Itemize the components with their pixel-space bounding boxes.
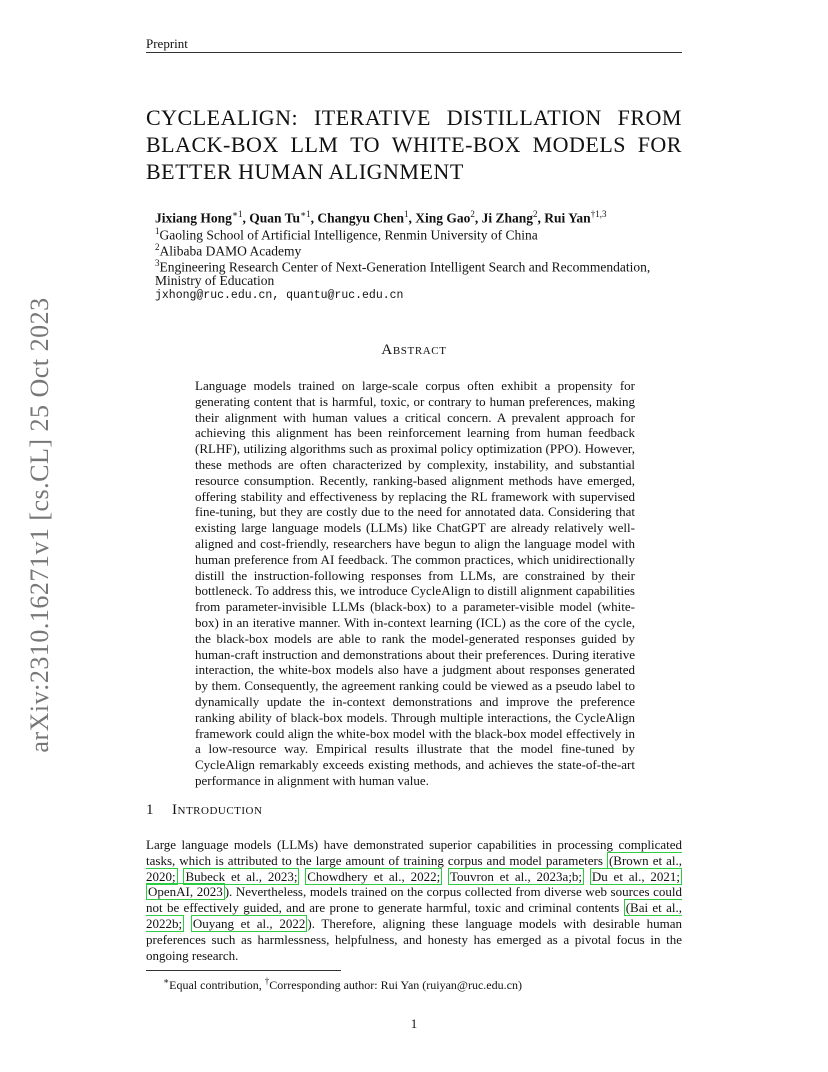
affiliation-mark: 1 bbox=[155, 226, 160, 236]
citation-link[interactable]: Chowdhery et al., 2022; bbox=[307, 868, 441, 884]
author-name: Jixiang Hong bbox=[155, 210, 232, 226]
title-word: LLM bbox=[290, 132, 339, 157]
intro-text: Large language models (LLMs) have demonstrated superior capabilities in processing complicated tasks, which is attributed to the large amount of training corpus and model parameters bbox=[146, 837, 682, 868]
author-emails[interactable]: jxhong@ruc.edu.cn, quantu@ruc.edu.cn bbox=[155, 289, 404, 302]
author-name: Rui Yan bbox=[544, 210, 591, 226]
affiliation-text: Alibaba DAMO Academy bbox=[159, 243, 302, 259]
footnote bbox=[163, 976, 522, 993]
section-number: 1 bbox=[146, 802, 154, 818]
author-name: Ji Zhang bbox=[481, 210, 534, 226]
title-word: FOR bbox=[637, 132, 682, 157]
title-word: WHITE-BOX bbox=[391, 132, 521, 157]
title-word: CYCLEALIGN: bbox=[146, 105, 299, 130]
author-mark: ∗1 bbox=[231, 209, 243, 219]
intro-text: ). Nevertheless, models trained on the corpus collected from diverse web sources could not be effectively guided, and are prone to generate harmful, toxic and criminal contents bbox=[146, 884, 682, 916]
author-mark: ∗1 bbox=[299, 209, 311, 219]
title-word: ITERATIVE bbox=[313, 105, 431, 130]
affiliation-mark: 2 bbox=[155, 242, 160, 252]
affiliation-1 bbox=[155, 226, 538, 244]
arxiv-stamp: arXiv:2310.16271v1 [cs.CL] 25 Oct 2023 bbox=[25, 297, 54, 753]
author-mark: 2 bbox=[533, 209, 538, 219]
paper-title bbox=[146, 104, 682, 185]
arxiv-stamp-container bbox=[20, 290, 60, 760]
author-mark: 2 bbox=[470, 209, 475, 219]
title-word: DISTILLATION bbox=[446, 105, 602, 130]
author-name: Changyu Chen bbox=[317, 210, 404, 226]
citation-link[interactable]: Ouyang et al., 2022 bbox=[192, 915, 306, 931]
title-word: FROM bbox=[617, 105, 682, 130]
author-list: Jixiang Hong$^{∗1}$, Quan $Tu^{∗1}$, Changyu Chen$^1$, Xing Gao$^2$, Ji Zhang$^2$, Rui Yan$^{\dagger 1,3}$ bbox=[155, 209, 607, 226]
title-word: BETTER HUMAN ALIGNMENT bbox=[146, 159, 464, 184]
title-word: MODELS bbox=[532, 132, 627, 157]
author-name: Xing Gao bbox=[415, 210, 471, 226]
citation-link[interactable]: Du et al., 2021; bbox=[591, 868, 681, 884]
citation-link[interactable]: (Bai et al., 2022b; bbox=[146, 900, 682, 931]
author-mark: 1 bbox=[403, 209, 409, 219]
footnote-mark: † bbox=[264, 976, 270, 986]
citation-link[interactable]: Touvron et al., 2023a;b; bbox=[450, 868, 583, 884]
intro-text: ). Therefore, aligning these language models with desirable human preferences such as harmlessness, helpfulness, and honesty has emerged as a pivotal focus in the ongoing research. bbox=[146, 915, 683, 963]
affiliation-3-cont bbox=[155, 273, 274, 289]
affiliation-text: Engineering Research Center of Next-Generation Intelligent Search and Recommendation, bbox=[159, 259, 651, 275]
citation-link[interactable]: OpenAI, 2023 bbox=[148, 884, 223, 900]
title-line-1 bbox=[146, 104, 682, 131]
title-line-2 bbox=[146, 131, 682, 158]
citation-link[interactable]: Bubeck et al., 2023; bbox=[185, 868, 298, 884]
title-word: TO bbox=[350, 132, 381, 157]
author-name: Quan Tu bbox=[249, 210, 300, 226]
title-line-3 bbox=[146, 158, 682, 185]
author-mark: †1,3 bbox=[590, 209, 607, 219]
affiliation-text: Ministry of Education bbox=[155, 273, 275, 288]
intro-paragraph bbox=[146, 837, 682, 963]
title-word: BLACK-BOX bbox=[146, 132, 279, 157]
affiliation-text: Gaoling School of Artificial Intelligence, Renmin University of China bbox=[159, 227, 538, 243]
footnote-rule bbox=[146, 970, 341, 971]
footnote-text: Equal contribution, bbox=[169, 978, 265, 992]
running-header: Preprint bbox=[146, 36, 188, 51]
section-title: Introduction bbox=[172, 802, 263, 818]
header-rule bbox=[146, 52, 682, 53]
abstract-text: Language models trained on large-scale corpus often exhibit a propensity for generating content that is harmful, toxic, or contrary to human preferences, making their alignment with human values a critical concern. A prevalent approach for achieving this alignment has been reinforcement learning from human feedback (RLHF), utilizing algorithms such as proximal policy optimization (PPO). However, these methods are often characterized by complexity, instability, and substantial resource consumption. Recently, ranking-based alignment methods have emerged, offering stability and effectiveness by replacing the RL framework with supervised fine-tuning, but they are costly due to the need for annotated data. Considering that existing large language models (LLMs) like ChatGPT are already relatively well-aligned and cost-friendly, researchers have begun to align the language model with human preference from AI feedback. The common practices, which unidirectionally distill the instruction-following responses from LLMs, are constrained by their bottleneck. To address this, we introduce CycleAlign to distill alignment capabilities from parameter-invisible LLMs (black-box) to a parameter-visible model (white-box) in an iterative manner. With in-context learning (ICL) as the core of the cycle, the black-box models are able to rank the model-generated responses guided by human-craft instruction and demonstrations about their preferences. During iterative interaction, the white-box models also have a judgment about responses generated by them. Consequently, the agreement ranking could be viewed as a pseudo label to dynamically update the in-context demonstrations and improve the preference ranking ability of black-box models. Through multiple interactions, the CycleAlign framework could align the white-box model with the black-box model effectively in a low-resource way. Empirical results illustrate that the model fine-tuned by CycleAlign remarkably exceeds existing methods, and achieves the state-of-the-art performance in alignment with human value. bbox=[195, 378, 635, 788]
footnote-text: Corresponding author: Rui Yan (ruiyan@ruc.edu.cn) bbox=[269, 978, 522, 992]
page-number: 1 bbox=[410, 1016, 418, 1031]
citation-link[interactable]: (Brown et al., 2020; bbox=[146, 852, 683, 884]
affiliation-mark: 3 bbox=[155, 258, 160, 268]
abstract-heading-text: Abstract bbox=[381, 342, 447, 358]
abstract-heading bbox=[0, 342, 828, 359]
footnote-mark: ∗ bbox=[163, 976, 170, 986]
affiliation-2 bbox=[155, 242, 301, 260]
section-heading bbox=[146, 802, 262, 819]
